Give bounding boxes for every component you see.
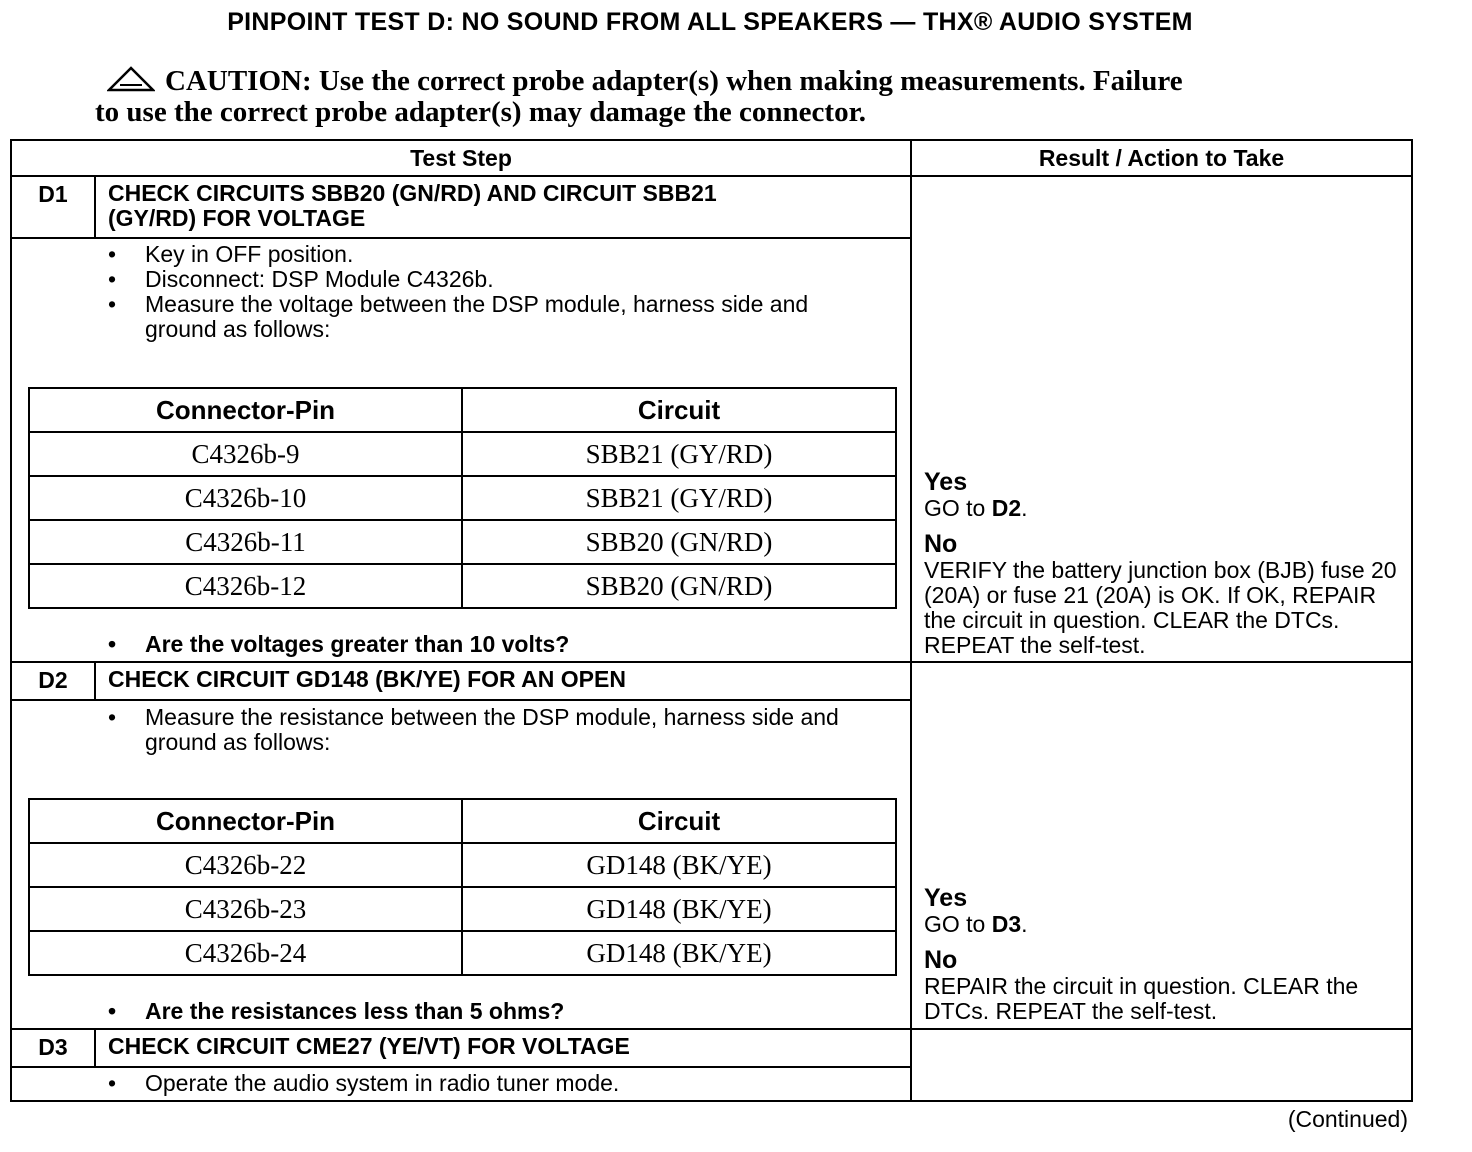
column-divider [910,141,912,1100]
connector-pin-cell: C4326b-23 [29,887,462,931]
circuit-cell: GD148 (BK/YE) [462,887,896,931]
circuit-cell: SBB21 (GY/RD) [462,476,896,520]
step-id-d1: D1 [38,181,68,207]
step-instructions-d3 [108,1071,888,1096]
table-row [29,520,896,564]
header-divider [12,175,1411,177]
instruction-item: • Measure the voltage between the DSP module, harness side and ground as follows: [108,292,868,342]
instruction-item: • Disconnect: DSP Module C4326b. [108,267,868,292]
circuit-cell: GD148 (BK/YE) [462,843,896,887]
step-instructions-d2 [108,705,888,755]
step-title-d1 [108,181,717,231]
result-yes-label: Yes [924,468,968,496]
step-id-divider [94,1028,96,1066]
caution-text-line2: to use the correct probe adapter(s) may damage the connector. [95,96,867,128]
step-title-divider [12,1066,910,1068]
circuit-cell: SBB21 (GY/RD) [462,432,896,476]
caution-label: CAUTION: [165,65,312,97]
step-id-divider [94,175,96,237]
pin-table-d2 [28,798,897,976]
step-title-d1-line1: CHECK CIRCUITS SBB20 (GN/RD) AND CIRCUIT SBB21 [108,180,717,206]
column-header-test-step: Test Step [410,145,512,171]
step-title-divider [12,237,910,239]
table-row [29,887,896,931]
step-title-d2: CHECK CIRCUIT GD148 (BK/YE) FOR AN OPEN [108,666,626,692]
connector-pin-cell: C4326b-12 [29,564,462,608]
pin-table-header-circuit: Circuit [462,388,896,432]
circuit-cell: SBB20 (GN/RD) [462,520,896,564]
circuit-cell: GD148 (BK/YE) [462,931,896,975]
instruction-item: • Operate the audio system in radio tuner mode. [108,1071,888,1096]
result-no-text: VERIFY the battery junction box (BJB) fuse 20 (20A) or fuse 21 (20A) is OK. If OK, REPAIR the circuit in question. CLEAR the DTCs. REPEAT the self-test. [924,557,1397,658]
result-yes-label: Yes [924,884,968,912]
step-instructions-d1 [108,242,868,342]
connector-pin-cell: C4326b-24 [29,931,462,975]
circuit-cell: SBB20 (GN/RD) [462,564,896,608]
pin-table-header-connector: Connector-Pin [29,799,462,843]
connector-pin-cell: C4326b-10 [29,476,462,520]
result-d1 [924,469,1404,658]
pin-table-header-circuit: Circuit [462,799,896,843]
goto-step-link: D2 [991,495,1022,521]
step-question-d1: • Are the voltages greater than 10 volts? [108,631,569,658]
goto-step-link: D3 [991,911,1022,937]
step-title-d1-line2: (GY/RD) FOR VOLTAGE [108,205,366,231]
result-no-text: REPAIR the circuit in question. CLEAR the DTCs. REPEAT the self-test. [924,973,1359,1024]
instruction-item: • Key in OFF position. [108,242,868,267]
result-no-label: No [924,946,958,974]
table-row [29,564,896,608]
step-id-divider [94,661,96,699]
step-divider [12,661,1411,663]
step-id-d3: D3 [38,1034,68,1060]
connector-pin-cell: C4326b-11 [29,520,462,564]
step-question-d2: • Are the resistances less than 5 ohms? [108,998,564,1025]
result-d2 [924,885,1410,1024]
step-id-d2: D2 [38,667,68,693]
caution-text-line1: Use the correct probe adapter(s) when making measurements. Failure [318,65,1183,97]
table-row [29,476,896,520]
result-no-label: No [924,530,958,558]
table-row [29,432,896,476]
caution-notice [95,66,1325,128]
result-yes-text: GO to D3. [924,911,1028,937]
step-title-d3: CHECK CIRCUIT CME27 (YE/VT) FOR VOLTAGE [108,1033,630,1059]
pin-table-d1 [28,387,897,609]
column-header-result: Result / Action to Take [1038,145,1285,171]
step-title-divider [12,699,910,701]
step-divider [12,1028,1411,1030]
table-row [29,843,896,887]
page-title: PINPOINT TEST D: NO SOUND FROM ALL SPEAKERS — THX® AUDIO SYSTEM [227,8,1193,36]
table-row [29,931,896,975]
warning-triangle-icon [107,66,155,92]
result-yes-text: GO to D2. [924,495,1028,521]
pin-table-header-connector: Connector-Pin [29,388,462,432]
continued-note: (Continued) [1287,1106,1408,1132]
pinpoint-test-table [10,139,1413,1102]
connector-pin-cell: C4326b-22 [29,843,462,887]
instruction-item: • Measure the resistance between the DSP module, harness side and ground as follows: [108,705,888,755]
connector-pin-cell: C4326b-9 [29,432,462,476]
